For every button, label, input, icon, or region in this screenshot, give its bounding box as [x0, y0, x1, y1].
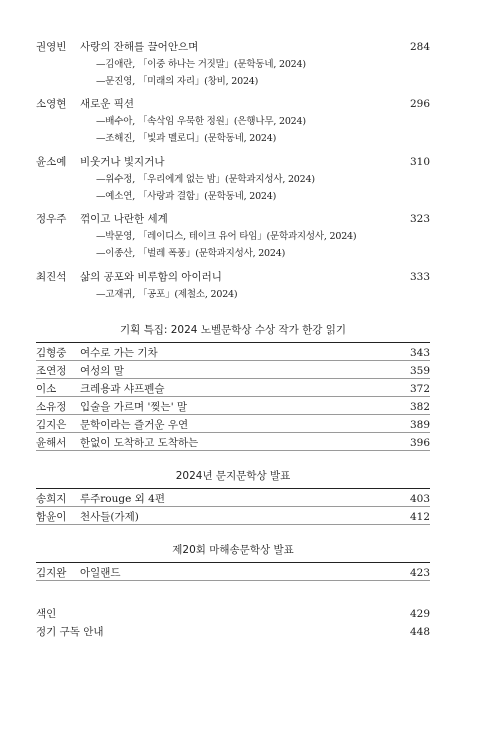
table-row [36, 565, 430, 581]
row-page-number: 448 [409, 626, 430, 638]
entry-page-number: 296 [409, 98, 430, 110]
entry-title: 꺾이고 나란한 세계 [80, 213, 168, 225]
section-divider [36, 488, 430, 489]
index-label: 색인 [36, 608, 57, 620]
row-author: 김형중 [36, 347, 67, 359]
row-title: 여성의 말 [80, 365, 124, 377]
row-title: 여수로 가는 기차 [80, 347, 158, 359]
entry-subtitle: —조해진, 「빛과 멜로디」(문학동네, 2024) [96, 133, 277, 144]
table-row [36, 491, 430, 507]
row-page-number: 372 [409, 383, 430, 395]
entry-author: 윤소예 [36, 156, 67, 168]
row-page-number: 359 [409, 365, 430, 377]
table-row [36, 417, 430, 433]
entry-author: 소영현 [36, 98, 67, 110]
row-page-number: 412 [409, 511, 430, 523]
row-author: 윤해서 [36, 437, 67, 449]
row-title: 크레용과 샤프펜슬 [80, 383, 165, 395]
table-row [36, 381, 430, 397]
table-row [36, 509, 430, 525]
row-title: 천사들(가제) [80, 511, 139, 523]
index-row [36, 606, 430, 622]
entry-author: 정우주 [36, 213, 67, 225]
row-title: 입술을 가르며 '찢는' 말 [80, 401, 188, 413]
row-page-number: 403 [409, 493, 430, 505]
row-author: 김지은 [36, 419, 67, 431]
entry-author: 권영빈 [36, 41, 67, 53]
entry-subtitle: —박문영, 「레이디스, 테이크 유어 타임」(문학과지성사, 2024) [96, 231, 357, 242]
row-page-number: 343 [409, 347, 430, 359]
entry-page-number: 333 [409, 271, 430, 283]
entry-page-number: 323 [409, 213, 430, 225]
entry-title: 사랑의 잔해를 끌어안으며 [80, 41, 199, 53]
entry-page-number: 310 [409, 156, 430, 168]
table-row [36, 435, 430, 451]
entry-title: 새로운 픽션 [80, 98, 135, 110]
row-divider [36, 414, 430, 415]
row-author: 조연정 [36, 365, 67, 377]
row-divider [36, 432, 430, 433]
row-author: 함윤이 [36, 511, 67, 523]
row-divider [36, 378, 430, 379]
row-author: 김지완 [36, 567, 67, 579]
section-divider [36, 342, 430, 343]
row-title: 루주rouge 외 4편 [80, 493, 165, 505]
entry-subtitle: —배수아, 「속삭임 우묵한 정원」(은행나무, 2024) [96, 116, 306, 127]
row-page-number: 396 [409, 437, 430, 449]
table-row [36, 345, 430, 361]
award-section-heading: 2024년 문지문학상 발표 [175, 470, 291, 482]
entry-subtitle: —예소연, 「사랑과 결함」(문학동네, 2024) [96, 191, 277, 202]
subscription-label: 정기 구독 안내 [36, 626, 104, 638]
entry-title: 삶의 공포와 비루함의 아이러니 [80, 271, 222, 283]
row-page-number: 389 [409, 419, 430, 431]
section-divider [36, 562, 430, 563]
row-page-number: 423 [409, 567, 430, 579]
row-divider [36, 524, 430, 525]
row-divider [36, 580, 430, 581]
row-author: 송희지 [36, 493, 67, 505]
row-title: 문학이라는 즐거운 우연 [80, 419, 189, 431]
entry-subtitle: —위수정, 「우리에게 없는 밤」(문학과지성사, 2024) [96, 174, 315, 185]
row-title: 아일랜드 [80, 567, 121, 579]
table-row [36, 399, 430, 415]
entry-author: 최진석 [36, 271, 67, 283]
entry-page-number: 284 [409, 41, 430, 53]
award-section-heading: 제20회 마해송문학상 발표 [172, 544, 294, 556]
special-section-heading: 기획 특집: 2024 노벨문학상 수상 작가 한강 읽기 [119, 324, 347, 336]
entry-subtitle: —고재귀, 「공포」(제철소, 2024) [96, 289, 238, 300]
row-title: 한없이 도착하고 도착하는 [80, 437, 199, 449]
row-divider [36, 360, 430, 361]
row-divider [36, 450, 430, 451]
row-divider [36, 396, 430, 397]
row-author: 소유정 [36, 401, 67, 413]
entry-subtitle: —문진영, 「미래의 자리」(창비, 2024) [96, 76, 259, 87]
subscription-row [36, 624, 430, 640]
row-author: 이소 [36, 383, 57, 395]
row-divider [36, 506, 430, 507]
entry-subtitle: —김애란, 「이중 하나는 거짓말」(문학동네, 2024) [96, 59, 306, 70]
entry-title: 비웃거나 빛지거나 [80, 156, 165, 168]
table-row [36, 363, 430, 379]
entry-subtitle: —이종산, 「벌레 폭풍」(문학과지성사, 2024) [96, 248, 286, 259]
row-page-number: 429 [409, 608, 430, 620]
row-page-number: 382 [409, 401, 430, 413]
